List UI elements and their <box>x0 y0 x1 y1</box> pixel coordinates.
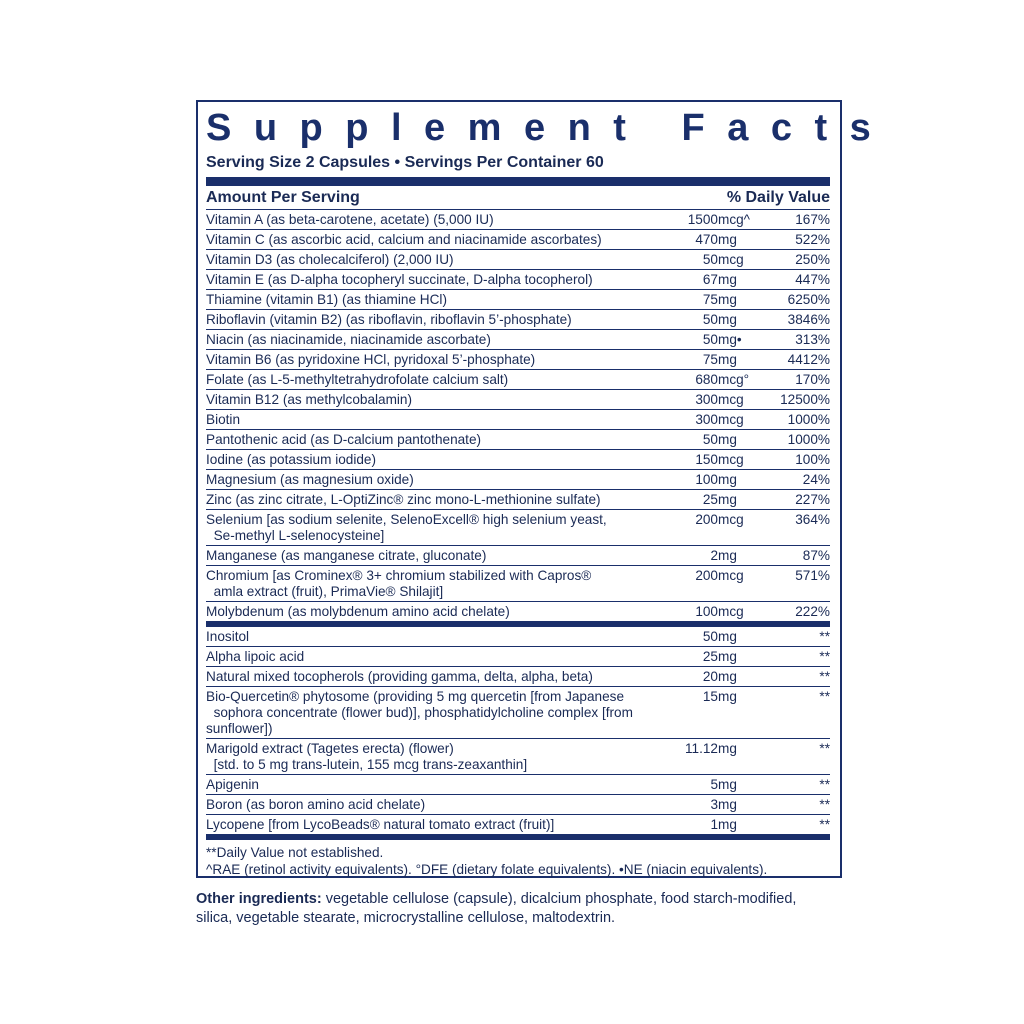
nutrient-amount: 100 <box>695 472 718 487</box>
table-row <box>206 687 830 739</box>
nutrient-dv: 313% <box>795 332 830 347</box>
other-rows <box>206 627 830 834</box>
nutrient-amount: 300 <box>695 412 718 427</box>
table-row <box>206 602 830 621</box>
nutrient-amount: 75 <box>702 352 718 367</box>
nutrient-amount: 11.12 <box>684 741 718 756</box>
other-ingredients-text: vegetable cellulose (capsule), dicalcium phosphate, food starch-modified, silica, vegetable stearate, microcrystalline cellulose, maltodextrin. <box>196 891 797 926</box>
nutrient-dv: ** <box>819 649 830 664</box>
nutrient-name: Zinc (as zinc citrate, L-OptiZinc® zinc mono-L-methionine sulfate) <box>206 492 601 507</box>
nutrient-name: Iodine (as potassium iodide) <box>206 452 377 467</box>
nutrient-unit: mg <box>718 797 737 812</box>
table-row <box>206 330 830 350</box>
nutrient-amount: 150 <box>695 452 718 467</box>
table-row <box>206 370 830 390</box>
nutrient-amount: 25 <box>702 492 718 507</box>
nutrient-unit: mcg <box>718 452 744 467</box>
nutrient-dv: ** <box>819 777 830 792</box>
nutrient-amount: 100 <box>695 604 718 619</box>
nutrient-name: Manganese (as manganese citrate, gluconate) <box>206 548 487 563</box>
nutrient-dv: 522% <box>795 232 830 247</box>
nutrient-name: Vitamin A (as beta-carotene, acetate) (5,000 IU) <box>206 212 494 227</box>
table-row <box>206 490 830 510</box>
nutrient-name: Riboflavin (vitamin B2) (as riboflavin, riboflavin 5’-phosphate) <box>206 312 572 327</box>
table-row <box>206 290 830 310</box>
nutrient-amount: 200 <box>695 512 718 527</box>
nutrient-name: Thiamine (vitamin B1) (as thiamine HCl) <box>206 292 447 307</box>
nutrient-dv: ** <box>819 797 830 812</box>
table-row <box>206 250 830 270</box>
nutrient-dv: 24% <box>802 472 830 487</box>
vitamin-rows <box>206 210 830 621</box>
nutrient-dv: 447% <box>795 272 830 287</box>
nutrient-amount: 680 <box>695 372 718 387</box>
table-header <box>206 186 830 210</box>
nutrient-amount: 75 <box>702 292 718 307</box>
nutrient-name: Vitamin E (as D-alpha tocopheryl succinate, D-alpha tocopherol) <box>206 272 593 287</box>
nutrient-name: Magnesium (as magnesium oxide) <box>206 472 414 487</box>
footnotes <box>206 840 830 878</box>
nutrient-dv: 3846% <box>787 312 830 327</box>
table-row <box>206 410 830 430</box>
table-row <box>206 230 830 250</box>
footnote-dv: **Daily Value not established. <box>206 845 384 860</box>
nutrient-amount: 1500 <box>687 212 718 227</box>
nutrient-name: Vitamin C (as ascorbic acid, calcium and niacinamide ascorbates) <box>206 232 602 247</box>
nutrient-name: Pantothenic acid (as D-calcium pantothenate) <box>206 432 482 447</box>
nutrient-amount: 20 <box>702 669 718 684</box>
nutrient-name: Folate (as L-5-methyltetrahydrofolate calcium salt) <box>206 372 509 387</box>
nutrient-name: Vitamin D3 (as cholecalciferol) (2,000 IU) <box>206 252 454 267</box>
nutrient-amount: 50 <box>702 432 718 447</box>
nutrient-amount: 50 <box>702 629 718 644</box>
nutrient-dv: 6250% <box>787 292 830 307</box>
nutrient-dv: 1000% <box>787 412 830 427</box>
nutrient-unit: mg <box>718 352 737 367</box>
footnote-equivalents: ^RAE (retinol activity equivalents). °DFE (dietary folate equivalents). •NE (niacin equivalents). <box>206 862 768 877</box>
nutrient-amount: 3 <box>710 797 718 812</box>
nutrient-unit: mcg <box>718 604 744 619</box>
nutrient-amount: 2 <box>710 548 718 563</box>
nutrient-dv: 4412% <box>787 352 830 367</box>
nutrient-unit: mcg^ <box>718 212 751 227</box>
nutrient-amount: 67 <box>702 272 718 287</box>
table-row <box>206 667 830 687</box>
nutrient-name: Natural mixed tocopherols (providing gamma, delta, alpha, beta) <box>206 669 593 684</box>
table-row <box>206 510 830 546</box>
amount-header: Amount Per Serving <box>206 189 360 206</box>
table-row <box>206 470 830 490</box>
nutrient-dv: 170% <box>795 372 830 387</box>
nutrient-unit: mg <box>718 817 737 832</box>
nutrient-unit: mcg <box>718 392 744 407</box>
nutrient-unit: mg <box>718 312 737 327</box>
table-row <box>206 430 830 450</box>
other-ingredients-label: Other ingredients: <box>196 891 322 907</box>
other-ingredients <box>196 890 836 928</box>
nutrient-dv: 100% <box>795 452 830 467</box>
nutrient-dv: 227% <box>795 492 830 507</box>
divider-thick <box>206 177 830 186</box>
nutrient-name: Vitamin B12 (as methylcobalamin) <box>206 392 413 407</box>
nutrient-dv: ** <box>819 669 830 684</box>
nutrient-amount: 25 <box>702 649 718 664</box>
nutrient-name: Alpha lipoic acid <box>206 649 305 664</box>
nutrient-dv: ** <box>819 741 830 756</box>
nutrient-unit: mcg <box>718 252 744 267</box>
nutrient-name: Boron (as boron amino acid chelate) <box>206 797 426 812</box>
nutrient-amount: 300 <box>695 392 718 407</box>
nutrient-unit: mcg <box>718 568 744 583</box>
nutrient-name: Inositol <box>206 629 250 644</box>
nutrient-dv: 571% <box>795 568 830 583</box>
nutrient-name: Selenium [as sodium selenite, SelenoExcell® high selenium yeast, Se-methyl L-selenocysteine] <box>206 512 607 543</box>
nutrient-unit: mg <box>718 432 737 447</box>
table-row <box>206 775 830 795</box>
nutrient-unit: mg <box>718 472 737 487</box>
nutrient-name: Chromium [as Crominex® 3+ chromium stabilized with Capros® amla extract (fruit), PrimaVie® Shilajit] <box>206 568 592 599</box>
table-row <box>206 310 830 330</box>
label-title: Supplement Facts <box>206 107 894 149</box>
nutrient-amount: 50 <box>702 332 718 347</box>
nutrient-name: Marigold extract (Tagetes erecta) (flower) [std. to 5 mg trans-lutein, 155 mcg trans-zeaxanthin] <box>206 741 528 772</box>
nutrient-name: Lycopene [from LycoBeads® natural tomato extract (fruit)] <box>206 817 555 832</box>
table-row <box>206 390 830 410</box>
nutrient-amount: 15 <box>702 689 718 704</box>
nutrient-amount: 1 <box>710 817 718 832</box>
table-row <box>206 450 830 470</box>
nutrient-unit: mg <box>718 689 737 704</box>
nutrient-amount: 200 <box>695 568 718 583</box>
nutrient-name: Vitamin B6 (as pyridoxine HCl, pyridoxal 5’-phosphate) <box>206 352 536 367</box>
table-row <box>206 795 830 815</box>
nutrient-unit: mg <box>718 548 737 563</box>
serving-info: Serving Size 2 Capsules • Servings Per Container 60 <box>206 154 604 171</box>
nutrient-dv: ** <box>819 689 830 704</box>
table-row <box>206 739 830 775</box>
nutrient-dv: 167% <box>795 212 830 227</box>
nutrient-name: Niacin (as niacinamide, niacinamide ascorbate) <box>206 332 491 347</box>
nutrient-name: Biotin <box>206 412 241 427</box>
nutrient-unit: mg <box>718 669 737 684</box>
table-row <box>206 350 830 370</box>
table-row <box>206 815 830 834</box>
nutrient-unit: mg <box>718 629 737 644</box>
nutrient-unit: mcg <box>718 512 744 527</box>
nutrient-unit: mg <box>718 777 737 792</box>
table-row <box>206 546 830 566</box>
nutrient-unit: mg <box>718 232 737 247</box>
nutrient-unit: mg <box>718 741 737 756</box>
nutrient-unit: mg <box>718 292 737 307</box>
table-row <box>206 270 830 290</box>
nutrient-unit: mg• <box>718 332 742 347</box>
dv-header: % Daily Value <box>726 189 830 206</box>
nutrient-unit: mg <box>718 492 737 507</box>
nutrient-unit: mcg° <box>718 372 750 387</box>
table-row <box>206 566 830 602</box>
nutrient-name: Molybdenum (as molybdenum amino acid chelate) <box>206 604 510 619</box>
nutrient-name: Bio-Quercetin® phytosome (providing 5 mg quercetin [from Japanese sophora concentrate (flower bud)], phosphatidylcholine complex [from sunflower]) <box>206 689 633 736</box>
table-row <box>206 647 830 667</box>
table-row <box>206 627 830 647</box>
nutrient-unit: mcg <box>718 412 744 427</box>
nutrient-name: Apigenin <box>206 777 259 792</box>
nutrient-dv: ** <box>819 629 830 644</box>
nutrient-amount: 50 <box>702 252 718 267</box>
nutrient-amount: 5 <box>710 777 718 792</box>
nutrient-dv: 250% <box>795 252 830 267</box>
nutrient-dv: 87% <box>802 548 830 563</box>
table-row <box>206 210 830 230</box>
nutrient-dv: 364% <box>795 512 830 527</box>
nutrient-unit: mg <box>718 649 737 664</box>
nutrient-dv: ** <box>819 817 830 832</box>
nutrient-amount: 50 <box>702 312 718 327</box>
nutrient-dv: 1000% <box>787 432 830 447</box>
nutrient-dv: 12500% <box>780 392 830 407</box>
supplement-facts-panel <box>196 100 894 878</box>
nutrient-unit: mg <box>718 272 737 287</box>
nutrient-dv: 222% <box>795 604 830 619</box>
nutrient-amount: 470 <box>695 232 718 247</box>
